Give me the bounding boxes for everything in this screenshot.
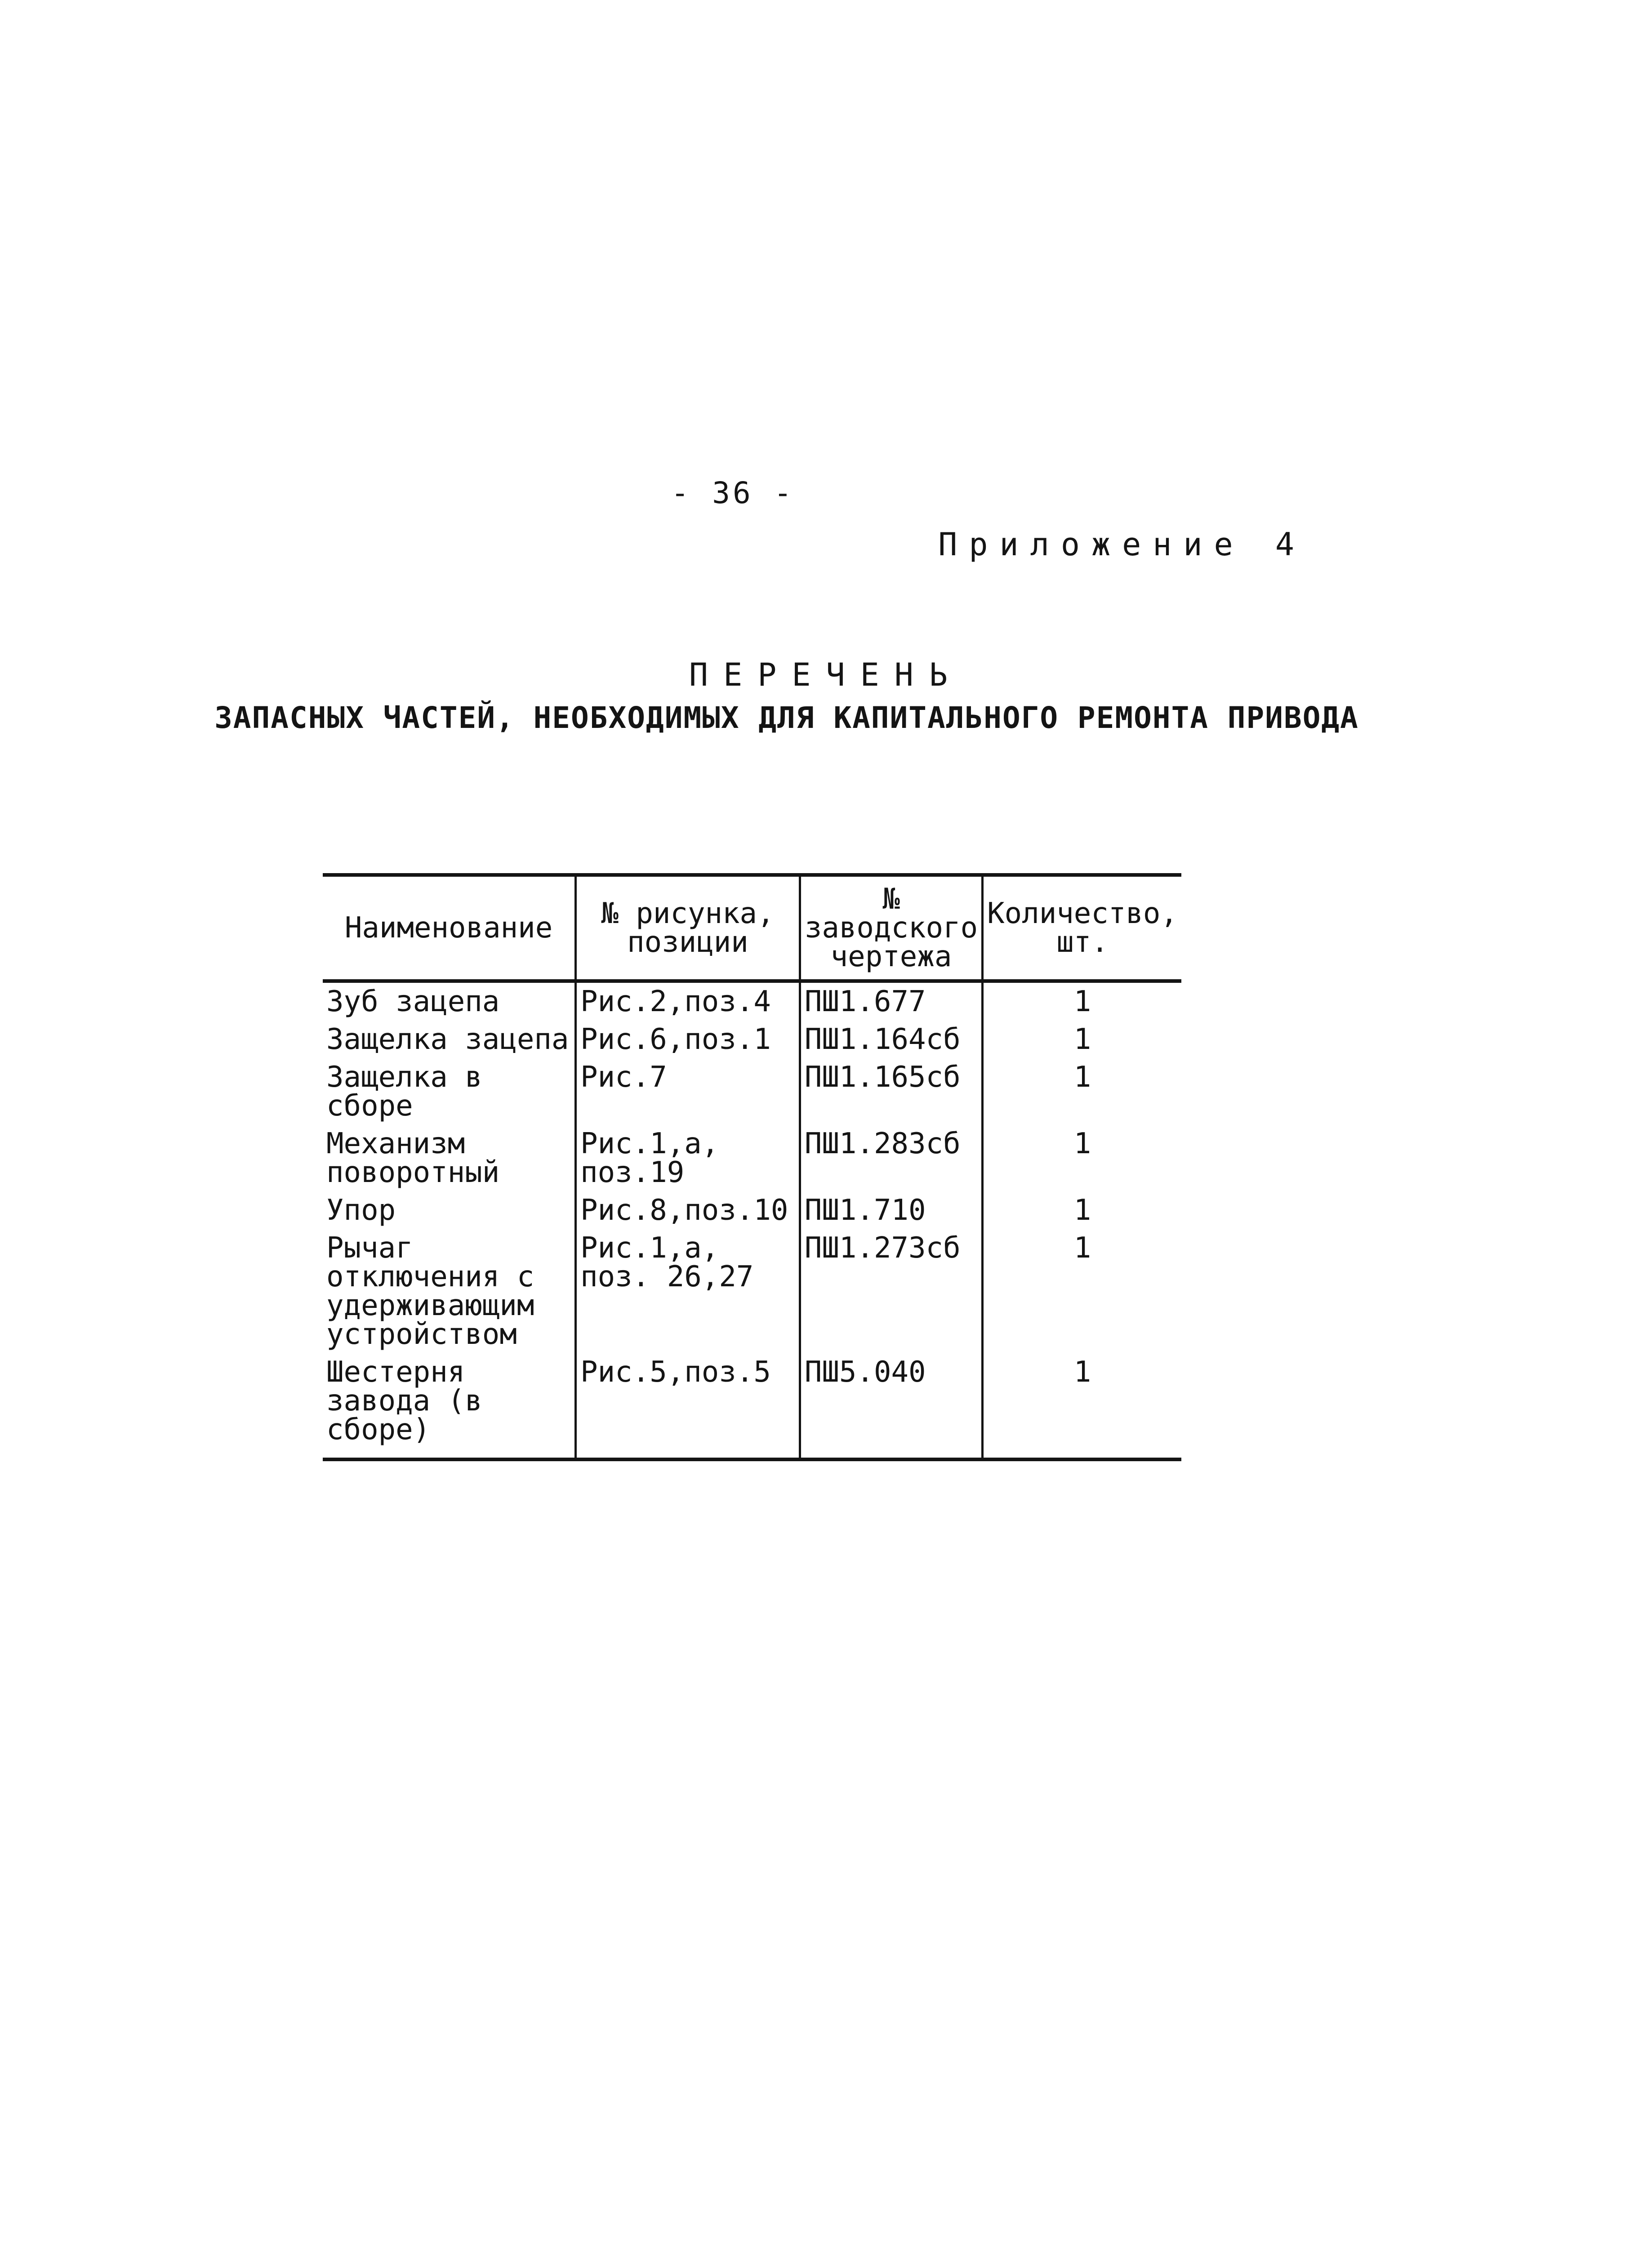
- drawing-number: ПШ1.710: [800, 1191, 982, 1229]
- drawing-number: ПШ5.040: [800, 1353, 982, 1459]
- table-row: [323, 1353, 1181, 1459]
- header-drawing: № заводского чертежа: [800, 875, 982, 981]
- header-figure: № рисунка, позиции: [576, 875, 800, 981]
- part-name: Рычаг отключения с удерживающим устройством: [326, 1231, 534, 1351]
- table-row: [323, 981, 1181, 1021]
- table-row: [323, 1125, 1181, 1191]
- drawing-number: ПШ1.273сб: [800, 1229, 982, 1353]
- figure-position: Рис.1,а, поз.19: [576, 1125, 800, 1191]
- header-name: Наименование: [323, 875, 576, 981]
- figure-position: Рис.1,а, поз. 26,27: [576, 1229, 800, 1353]
- quantity: 1: [983, 1125, 1181, 1191]
- part-name: Шестерня завода (в сборе): [323, 1353, 576, 1459]
- figure-position: Рис.8,поз.10: [576, 1191, 800, 1229]
- part-name: Механизм поворотный: [326, 1127, 500, 1189]
- document-subtitle: ЗАПАСНЫХ ЧАСТЕЙ, НЕОБХОДИМЫХ ДЛЯ КАПИТАЛЬНОГО РЕМОНТА ПРИВОДА: [214, 700, 1359, 735]
- part-name: Упор: [326, 1194, 396, 1227]
- quantity: 1: [983, 1021, 1181, 1058]
- figure-position: Рис.2,поз.4: [576, 981, 800, 1021]
- table-row: [323, 1191, 1181, 1229]
- document-title: ПЕРЕЧЕНЬ: [689, 656, 963, 693]
- figure-position: Рис.7: [576, 1058, 800, 1125]
- table-row: [323, 1021, 1181, 1058]
- spare-parts-table: [323, 873, 1181, 1461]
- table-header-row: [323, 875, 1181, 981]
- appendix-label: Приложение 4: [938, 526, 1306, 563]
- quantity: 1: [983, 1353, 1181, 1459]
- table-row: [323, 1229, 1181, 1353]
- drawing-number: ПШ1.165сб: [800, 1058, 982, 1125]
- figure-position: Рис.5,поз.5: [576, 1353, 800, 1459]
- page-number: - 36 -: [671, 476, 795, 510]
- figure-position: Рис.6,поз.1: [576, 1021, 800, 1058]
- part-name: Зуб зацепа: [326, 985, 500, 1018]
- part-name: Защелка в сборе: [326, 1061, 482, 1123]
- part-name: Защелка зацепа: [326, 1023, 569, 1056]
- table-row: [323, 1058, 1181, 1125]
- quantity: 1: [983, 1229, 1181, 1353]
- header-quantity: Количество, шт.: [983, 875, 1181, 981]
- drawing-number: ПШ1.283сб: [800, 1125, 982, 1191]
- drawing-number: ПШ1.164сб: [800, 1021, 982, 1058]
- quantity: 1: [983, 981, 1181, 1021]
- drawing-number: ПШ1.677: [800, 981, 982, 1021]
- quantity: 1: [983, 1058, 1181, 1125]
- quantity: 1: [983, 1191, 1181, 1229]
